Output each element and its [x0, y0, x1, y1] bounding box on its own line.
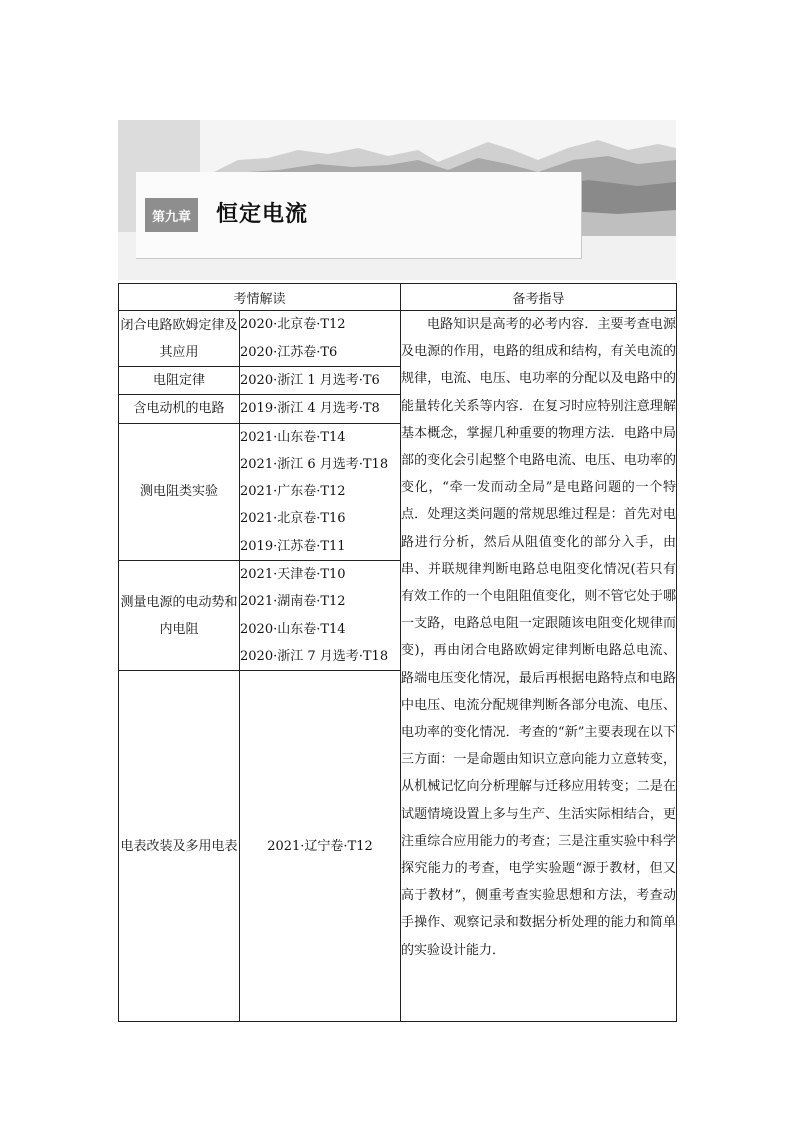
banner-title-card [136, 172, 582, 259]
source-cell [240, 311, 401, 367]
topic-cell: 测量电源的电动势和内电阻 [119, 561, 240, 671]
exam-source: 2021·浙江 6 月选考·T18 [240, 456, 389, 472]
chapter-banner [118, 120, 676, 280]
topic-cell: 含电动机的电路 [119, 395, 240, 423]
source-cell [240, 423, 401, 560]
exam-source: 2021·湖南卷·T12 [240, 594, 346, 610]
table-header-row [119, 284, 677, 311]
topic-cell: 电阻定律 [119, 367, 240, 395]
source-cell [240, 395, 401, 423]
topic-cell: 测电阻类实验 [119, 423, 240, 560]
exam-source: 2019·江苏卷·T11 [240, 538, 346, 554]
exam-source: 2020·江苏卷·T6 [240, 344, 338, 360]
table-row [119, 311, 677, 367]
source-cell [240, 671, 401, 1022]
source-cell [240, 561, 401, 671]
header-study-guide: 备考指导 [401, 284, 677, 311]
header-exam-analysis: 考情解读 [119, 284, 401, 311]
exam-source: 2021·山东卷·T14 [240, 429, 346, 445]
exam-source: 2021·辽宁卷·T12 [267, 838, 373, 854]
study-guide-text: 电路知识是高考的必考内容．主要考查电源及电源的作用，电路的组成和结构，有关电流的规律，电流、电压、电功率的分配以及电路中的能量转化关系等内容．在复习时应特别注意理解基本概念，掌握几种重要的物理方法．电路中局部的变化会引起整个电路电流、电压、电功率的变化，“牵一发而动全局”是电路问题的一个特点．处理这类问题的常规思维过程是：首先对电路进行分析，然后从阻值变化的部分入手，由串、并联规律判断电路总电阻变化情况(若只有有效工作的一个电阻阻值变化，则不管它处于哪一支路，电路总电阻一定跟随该电阻变化规律而变)，再由闭合电路欧姆定律判断电路总电流、路端电压变化情况，最后再根据电路特点和电路中电压、电流分配规律判断各部分电流、电压、电功率的变化情况．考查的“新”主要表现在以下三方面：一是命题由知识立意向能力立意转变，从机械记忆向分析理解与迁移应用转变；二是在试题情境设置上多与生产、生活实际相结合，更注重综合应用能力的考查；三是注重实验中科学探究能力的考查，电学实验题“源于教材，但又高于教材”，侧重考查实验思想和方法，考查动手操作、观察记录和数据分析处理的能力和简单的实验设计能力． [401, 311, 677, 1022]
exam-source: 2021·天津卷·T10 [240, 567, 346, 583]
exam-analysis-table [118, 283, 677, 1022]
exam-source: 2021·北京卷·T16 [240, 511, 346, 527]
exam-source: 2021·广东卷·T12 [240, 484, 346, 500]
chapter-title: 恒定电流 [216, 202, 309, 227]
exam-source: 2020·浙江 1 月选考·T6 [240, 373, 380, 388]
exam-source: 2020·山东卷·T14 [240, 621, 346, 637]
exam-source: 2020·北京卷·T12 [240, 317, 346, 333]
topic-cell: 闭合电路欧姆定律及其应用 [119, 311, 240, 367]
source-cell [240, 367, 401, 395]
exam-source: 2020·浙江 7 月选考·T18 [240, 648, 389, 664]
chapter-badge: 第九章 [145, 198, 198, 232]
topic-cell: 电表改装及多用电表 [119, 671, 240, 1022]
exam-source: 2019·浙江 4 月选考·T8 [240, 401, 380, 417]
